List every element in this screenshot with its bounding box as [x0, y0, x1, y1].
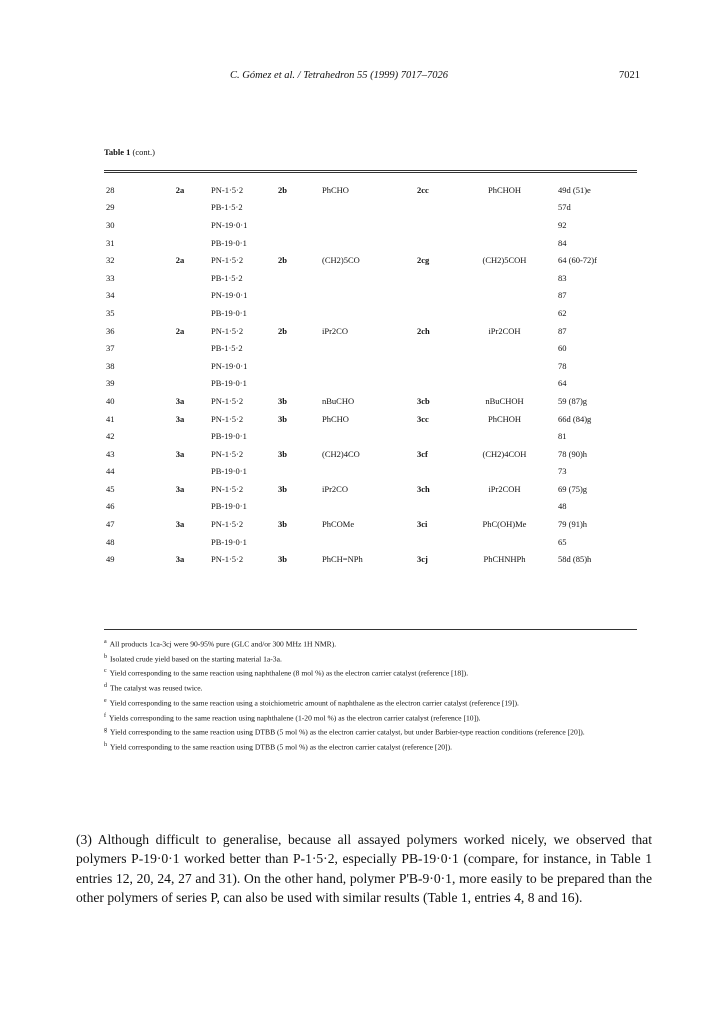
product-compound-cell: nBuCHOH [485, 395, 524, 406]
electrophile-cell [278, 216, 318, 234]
electrophile-compound-cell: PhCHO [322, 184, 349, 195]
entry-cell: 41 [106, 413, 115, 424]
catalyst-cell: PB-1·5·2 [211, 272, 243, 283]
yield-cell: 87 [558, 325, 567, 336]
footnote-mark: c [104, 668, 107, 675]
entry-cell: 37 [106, 343, 115, 354]
product-cell [417, 533, 457, 551]
page-header [0, 70, 720, 86]
product-compound-cell [457, 498, 552, 516]
yield-cell: 59 (87)g [558, 395, 588, 406]
catalyst-cell: PB-19·0·1 [211, 378, 247, 389]
substrate-cell [159, 357, 201, 375]
electrophile-cell [278, 304, 318, 322]
product-compound-cell: PhCHOH [487, 184, 522, 195]
table-caption-rest: (cont.) [132, 147, 155, 157]
electrophile-compound-cell: PhCOMe [322, 519, 355, 530]
electrophile-cell: 3b [278, 413, 287, 424]
yield-cell: 81 [558, 431, 567, 442]
data-table [104, 181, 658, 568]
product-cell [417, 269, 457, 287]
entry-cell: 29 [106, 202, 115, 213]
table-top-rule-second [104, 172, 637, 173]
product-cell [417, 427, 457, 445]
substrate-cell [159, 427, 201, 445]
catalyst-cell: PN-19·0·1 [211, 290, 248, 301]
electrophile-cell: 2b [278, 325, 287, 336]
electrophile-cell [278, 269, 318, 287]
product-cell: 3ci [417, 519, 428, 530]
substrate-cell [159, 304, 201, 322]
catalyst-cell: PN-1·5·2 [211, 448, 244, 459]
product-compound-cell: iPr2COH [488, 483, 521, 494]
substrate-cell: 3a [175, 519, 185, 530]
product-cell [417, 234, 457, 252]
substrate-cell [159, 375, 201, 393]
substrate-cell [159, 498, 201, 516]
electrophile-compound-cell: PhCH=NPh [322, 554, 363, 565]
product-cell: 3cb [417, 395, 430, 406]
table-caption-label: Table 1 [104, 147, 131, 157]
footnote-mark: d [104, 683, 107, 690]
entry-cell: 31 [106, 237, 115, 248]
product-cell: 3cf [417, 448, 428, 459]
table-row [104, 375, 658, 393]
electrophile-compound-cell [318, 427, 417, 445]
substrate-cell: 2a [175, 255, 185, 266]
yield-cell: 60 [558, 343, 567, 354]
substrate-cell: 3a [175, 413, 185, 424]
substrate-cell [159, 216, 201, 234]
footnote-text: Yield corresponding to the same reaction using naphthalene (8 mol %) as the electron carrier catalyst (reference [18]). [109, 669, 469, 678]
entry-cell: 46 [106, 501, 115, 512]
electrophile-cell [278, 375, 318, 393]
footnote-mark: b [104, 653, 107, 660]
footnote-text: Yield corresponding to the same reaction using DTBB (5 mol %) as the electron carrier catalyst (reference [20]). [110, 742, 453, 752]
catalyst-cell: PB-1·5·2 [211, 343, 243, 354]
electrophile-compound-cell [318, 287, 417, 305]
electrophile-compound-cell [318, 216, 417, 234]
product-compound-cell: (CH2)4COH [482, 448, 527, 459]
electrophile-compound-cell: nBuCHO [322, 395, 355, 406]
yield-cell: 49d (51)e [558, 184, 591, 195]
product-compound-cell [457, 533, 552, 551]
yield-cell: 83 [558, 272, 567, 283]
table-row [104, 463, 658, 481]
table-row [104, 339, 658, 357]
yield-cell: 65 [558, 536, 567, 547]
electrophile-cell: 3b [278, 483, 287, 494]
catalyst-cell: PN-1·5·2 [211, 413, 244, 424]
footnote-text: Isolated crude yield based on the starting material 1a-3a. [110, 654, 282, 664]
entry-cell: 40 [106, 395, 115, 406]
entry-cell: 33 [106, 272, 115, 283]
electrophile-cell [278, 234, 318, 252]
entry-cell: 47 [106, 519, 115, 530]
electrophile-compound-cell [318, 357, 417, 375]
electrophile-compound-cell: PhCHO [322, 413, 349, 424]
yield-cell: 62 [558, 307, 567, 318]
substrate-cell: 2a [175, 325, 185, 336]
electrophile-cell [278, 498, 318, 516]
entry-cell: 34 [106, 290, 115, 301]
electrophile-cell [278, 357, 318, 375]
catalyst-cell: PN-19·0·1 [211, 219, 248, 230]
electrophile-cell: 3b [278, 519, 287, 530]
substrate-cell: 2a [175, 184, 185, 195]
entry-cell: 43 [106, 448, 115, 459]
yield-cell: 73 [558, 466, 567, 477]
footnote [104, 651, 644, 666]
product-compound-cell: (CH2)5COH [482, 255, 527, 266]
substrate-cell [159, 533, 201, 551]
entry-cell: 36 [106, 325, 115, 336]
catalyst-cell: PN-1·5·2 [211, 519, 244, 530]
table-row [104, 322, 658, 340]
footnote-mark: f [104, 712, 106, 719]
product-cell [417, 287, 457, 305]
product-compound-cell [457, 304, 552, 322]
footnote-text: Yield corresponding to the same reaction using a stoichiometric amount of naphthalene as the electron carrier catalyst (reference [19]). [109, 698, 519, 708]
table-row [104, 533, 658, 551]
product-cell [417, 498, 457, 516]
footnote-mark: h [104, 742, 107, 749]
product-cell [417, 375, 457, 393]
table-row [104, 251, 658, 269]
table-row [104, 216, 658, 234]
yield-cell: 66d (84)g [558, 413, 592, 424]
product-compound-cell [457, 427, 552, 445]
product-cell [417, 304, 457, 322]
catalyst-cell: PB-19·0·1 [211, 466, 247, 477]
entry-cell: 30 [106, 219, 115, 230]
table-row [104, 427, 658, 445]
yield-cell: 78 (90)h [558, 448, 588, 459]
product-cell [417, 463, 457, 481]
yield-cell: 78 [558, 360, 567, 371]
electrophile-compound-cell: (CH2)5CO [322, 255, 360, 266]
entry-cell: 49 [106, 554, 115, 565]
footnote-text: All products 1ca-3cj were 90-95% pure (GLC and/or 300 MHz 1H NMR). [109, 639, 337, 649]
catalyst-cell: PB-19·0·1 [211, 431, 247, 442]
entry-cell: 48 [106, 536, 115, 547]
table-row [104, 304, 658, 322]
entry-cell: 35 [106, 307, 115, 318]
yield-cell: 87 [558, 290, 567, 301]
entry-cell: 45 [106, 483, 115, 494]
product-cell [417, 216, 457, 234]
table-caption [104, 147, 155, 157]
electrophile-compound-cell [318, 269, 417, 287]
footnote-text: Yields corresponding to the same reaction using naphthalene (1-20 mol %) as the electron carrier catalyst (reference [10]). [109, 713, 481, 723]
footnote [104, 636, 644, 651]
product-compound-cell: PhCHOH [487, 413, 522, 424]
entry-cell: 39 [106, 378, 115, 389]
catalyst-cell: PN-1·5·2 [211, 554, 244, 565]
product-compound-cell [457, 463, 552, 481]
table-row [104, 410, 658, 428]
yield-cell: 58d (85)h [558, 554, 592, 565]
catalyst-cell: PN-19·0·1 [211, 360, 248, 371]
table-row [104, 392, 658, 410]
table-row [104, 498, 658, 516]
yield-cell: 84 [558, 237, 567, 248]
electrophile-cell: 3b [278, 395, 287, 406]
entry-cell: 44 [106, 466, 115, 477]
yield-cell: 64 (60-72)f [558, 255, 597, 266]
electrophile-compound-cell [318, 199, 417, 217]
electrophile-compound-cell [318, 304, 417, 322]
table-row [104, 199, 658, 217]
product-compound-cell [457, 199, 552, 217]
electrophile-cell [278, 287, 318, 305]
table-row [104, 287, 658, 305]
table-body [104, 181, 658, 568]
footnote-mark: e [104, 697, 107, 704]
substrate-cell [159, 199, 201, 217]
table-row [104, 181, 658, 199]
table-row [104, 234, 658, 252]
electrophile-compound-cell [318, 339, 417, 357]
table-row [104, 480, 658, 498]
electrophile-cell [278, 463, 318, 481]
electrophile-cell [278, 199, 318, 217]
yield-cell: 48 [558, 501, 567, 512]
entry-cell: 28 [106, 184, 115, 195]
footnote [104, 710, 644, 725]
product-cell [417, 357, 457, 375]
catalyst-cell: PB-1·5·2 [211, 202, 243, 213]
product-compound-cell: iPr2COH [488, 325, 521, 336]
product-compound-cell [457, 269, 552, 287]
running-title: C. Gómez et al. / Tetrahedron 55 (1999) 7017–7026 [230, 70, 448, 81]
footnote-text: The catalyst was reused twice. [110, 683, 203, 693]
catalyst-cell: PB-19·0·1 [211, 237, 247, 248]
entry-cell: 38 [106, 360, 115, 371]
table-row [104, 550, 658, 568]
footnote-text: Yield corresponding to the same reaction using DTBB (5 mol %) as the electron carrier catalyst, but under Barbier-type reaction conditions (reference [20]). [110, 727, 585, 737]
product-compound-cell [457, 339, 552, 357]
product-compound-cell: PhC(OH)Me [482, 519, 527, 530]
table-row [104, 515, 658, 533]
electrophile-compound-cell: (CH2)4CO [322, 448, 360, 459]
yield-cell: 64 [558, 378, 567, 389]
electrophile-compound-cell [318, 463, 417, 481]
catalyst-cell: PB-19·0·1 [211, 501, 247, 512]
product-cell [417, 339, 457, 357]
electrophile-compound-cell [318, 375, 417, 393]
product-cell: 2cc [417, 184, 429, 195]
substrate-cell [159, 287, 201, 305]
product-compound-cell [457, 375, 552, 393]
electrophile-compound-cell: iPr2CO [322, 483, 348, 494]
electrophile-compound-cell [318, 533, 417, 551]
product-compound-cell [457, 234, 552, 252]
catalyst-cell: PN-1·5·2 [211, 325, 244, 336]
footnote [104, 665, 644, 680]
table-row [104, 269, 658, 287]
yield-cell: 79 (91)h [558, 519, 588, 530]
yield-cell: 69 (75)g [558, 483, 588, 494]
electrophile-cell [278, 339, 318, 357]
catalyst-cell: PN-1·5·2 [211, 255, 244, 266]
catalyst-cell: PN-1·5·2 [211, 483, 244, 494]
product-cell: 2ch [417, 325, 430, 336]
footnote [104, 680, 644, 695]
catalyst-cell: PN-1·5·2 [211, 184, 244, 195]
electrophile-compound-cell: iPr2CO [322, 325, 348, 336]
electrophile-cell: 3b [278, 554, 287, 565]
catalyst-cell: PB-19·0·1 [211, 307, 247, 318]
entry-cell: 32 [106, 255, 115, 266]
electrophile-cell [278, 533, 318, 551]
product-compound-cell [457, 216, 552, 234]
electrophile-cell: 2b [278, 255, 287, 266]
table-bottom-rule [104, 629, 637, 630]
table-top-rule [104, 170, 637, 171]
table-row [104, 357, 658, 375]
electrophile-cell [278, 427, 318, 445]
footnote-mark: a [104, 639, 107, 645]
electrophile-compound-cell [318, 234, 417, 252]
electrophile-compound-cell [318, 498, 417, 516]
yield-cell: 92 [558, 219, 567, 230]
product-cell: 3cc [417, 413, 429, 424]
product-compound-cell: PhCHNHPh [483, 554, 526, 565]
substrate-cell [159, 463, 201, 481]
entry-cell: 42 [106, 431, 115, 442]
electrophile-cell: 3b [278, 448, 287, 459]
product-compound-cell [457, 287, 552, 305]
product-compound-cell [457, 357, 552, 375]
catalyst-cell: PN-1·5·2 [211, 395, 244, 406]
footnote [104, 724, 644, 739]
body-paragraph: (3) Although difficult to generalise, because all assayed polymers worked nicely, we observed that polymers P-19·0·1 worked better than P-1·5·2, especially PB-19·0·1 (compare, for instance, in Table 1 entries 12, 20, 24, 27 and 31). On the other hand, polymer P'B-9·0·1, more easily to be prepared than the other polymers of series P, can also be used with similar results (Table 1, entries 4, 8 and 16). [76, 832, 652, 906]
substrate-cell: 3a [175, 554, 185, 565]
product-cell [417, 199, 457, 217]
substrate-cell: 3a [175, 483, 185, 494]
substrate-cell [159, 234, 201, 252]
footnote [104, 695, 644, 710]
product-cell: 3cj [417, 554, 428, 565]
page-number: 7021 [619, 70, 640, 81]
footnote-mark: g [104, 727, 107, 734]
substrate-cell [159, 269, 201, 287]
substrate-cell: 3a [175, 448, 185, 459]
table-footnotes [104, 636, 644, 754]
footnote [104, 739, 644, 754]
catalyst-cell: PB-19·0·1 [211, 536, 247, 547]
product-cell: 2cg [417, 255, 430, 266]
substrate-cell: 3a [175, 395, 185, 406]
substrate-cell [159, 339, 201, 357]
product-cell: 3ch [417, 483, 430, 494]
electrophile-cell: 2b [278, 184, 287, 195]
yield-cell: 57d [558, 202, 571, 213]
table-row [104, 445, 658, 463]
